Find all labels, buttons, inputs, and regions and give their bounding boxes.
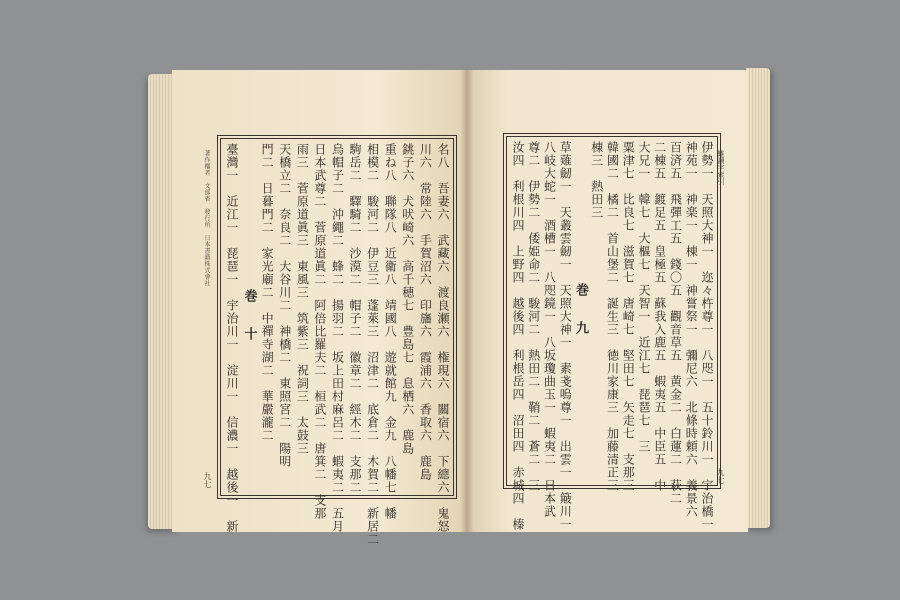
right-page-stack	[746, 68, 770, 528]
left-page	[172, 70, 466, 546]
index-column: 伊勢一 天照大神一 迩々杵尊一 八咫一 五十鈴川一 宇治橋一	[700, 141, 714, 531]
index-column: 臺灣一 近江一 琵琶一 宇治川一 淀川一 信濃一 越後一 新	[225, 143, 239, 533]
book-gutter	[460, 70, 474, 532]
left-page-number: 九七	[203, 472, 212, 488]
index-column: 百済五 飛彈工五 錢〇五 觀音草五 黄金二 白蓮二 萩二	[668, 141, 683, 505]
index-column: 雨三 菅原道眞三 東風三 筑紫三 祝詞三 太鼓三	[295, 143, 310, 468]
index-column: 神苑一 神楽一 棟一 神嘗祭一 彌尼六 北條時頼六 義景六	[684, 141, 699, 518]
index-column: 韓國二 橘二 首山堡二 誕生三 徳川家康三 加藤清正三	[605, 141, 620, 492]
colophon: 著作權者 文部省 發行所 日本書籍株式會社	[203, 150, 210, 287]
volume-heading: 巻 九	[573, 282, 588, 340]
index-column: 天橋立二 奈良二 大谷川二 神橋二 東照宮二 陽明	[277, 143, 292, 468]
index-column: 草薙劒一 天叢雲劒一 天照大神一 素戔嗚尊一 出雲一 簸川一	[558, 141, 573, 531]
index-column: 川六 常陸六 手賀沼六 印旛六 霞浦六 香取六 鹿島	[418, 143, 433, 481]
index-column: 大兄一 韓七 大樞七 天智一 近江七 琵琶七 三	[637, 141, 651, 453]
index-column: 駒岳二 驛騎二 沙漠二 帽子二 徽章二 經木二 支那二	[348, 143, 363, 507]
index-column: 尊二 伊勢二 倭姫命二 駿河二 熱田二 鞘二 蒼二 三	[526, 141, 541, 492]
index-column: 汝四 利根川四 上野四 越後四 利根岳四 沼田四 赤城四 榛	[511, 141, 525, 531]
index-column: 重ね八 聯隊八 近衛八 靖國八 遊就館九 金九 八幡七 幡	[383, 143, 398, 520]
right-page-number: 九七	[716, 468, 725, 484]
index-column: 八岐大蛇一 酒槽一 八咫鏡一 八坂瓊曲玉一 蝦夷二 日本武	[542, 141, 557, 518]
index-column: 門二 日暮門二 家光廟二 中禪寺湖二 華嚴瀧二	[260, 143, 275, 442]
open-book	[148, 64, 770, 546]
index-column: 名八 吾妻六 武藏六 渡良瀬六 権現六 關宿六 下總六 鬼怒	[435, 143, 450, 533]
index-column: 烏帽子二 沖繩二 蜂二 揚羽二 坂上田村麻呂二 蝦夷二 五月	[330, 143, 345, 533]
right-text-frame	[506, 136, 718, 531]
index-column: 日本武尊二 菅原道眞二 阿倍比羅夫二 桓武二 唐箕二 支那	[312, 143, 327, 520]
volume-heading: 巻 十	[241, 288, 257, 346]
index-column: 棟三 熱田三	[589, 141, 604, 219]
left-text-frame	[220, 138, 454, 546]
index-column: 相模二 駿河二 伊豆三 蓬萊三 沼津二 底倉二 木賀二 新居二	[365, 143, 380, 546]
running-head: 難讀字索引	[717, 150, 725, 185]
left-columns	[225, 143, 450, 546]
index-column: 粟津七 比良七 滋賀七 唐崎七 堅田七 矢走七 支那三	[621, 141, 636, 492]
index-column: 銚子六 犬吠崎六 高千穂七 豊島七 息栖六 鹿島	[400, 143, 415, 455]
index-column: 二棟五 鍍足五 皇極五 蘇我入鹿五 蝦夷五 中臣五 中	[652, 141, 667, 492]
right-page	[466, 70, 748, 532]
right-columns	[511, 141, 714, 531]
